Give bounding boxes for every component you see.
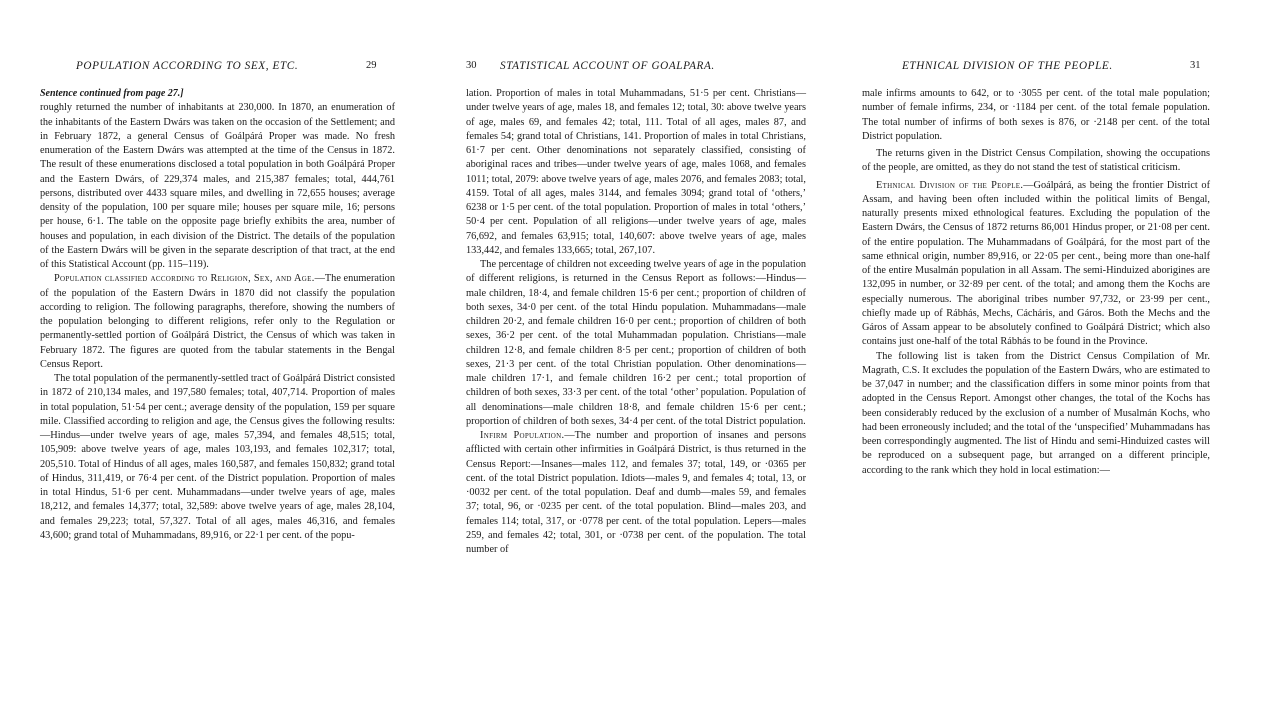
- page-30: [466, 0, 806, 719]
- page-header-title: POPULATION ACCORDING TO SEX, ETC.: [76, 60, 299, 72]
- paragraph: male infirms amounts to 642, or to ·3055 per cent. of the total male population; number of female infirms, 234, or ·1184 per cent. of the total female population. The total number of infirms of both sexes is 876, or ·2148 per cent. of the total District population.: [862, 88, 1210, 142]
- page-31: [862, 0, 1210, 719]
- running-header: [40, 60, 395, 76]
- page-body: [862, 87, 1210, 478]
- page-body: [466, 87, 806, 557]
- paragraph-text: —The number and proportion of insanes and persons afflicted with certain other infirmities in Goálpárá District, is thus returned in the Census Report:—Insanes—males 112, and females 37; total, 149, or ·0365 per cent. of the total District population. Idiots—males 9, and females 4; total, 13, or ·0032 per cent. of the total population. Deaf and dumb—males 59, and females 37; total, 96, or ·0235 per cent. of the total population. Blind—males 203, and females 114; total, 317, or ·0778 per cent. of the total population. Lepers—males 259, and females 42; total, 301, or ·0738 per cent. of the population. The total number of: [466, 430, 806, 555]
- paragraph: [40, 272, 395, 372]
- paragraph-text: —The enumeration of the population of the Eastern Dwárs in 1870 did not classify the population according to religion. The following paragraphs, therefore, showing the numbers of the population belonging to different religions, refer only to the Regulation or permanently-settled portion of Goálpárá District, the Census of which was taken in February 1872. The figures are quoted from the tabular statements in the Bengal Census Report.: [40, 273, 395, 370]
- running-header: [862, 60, 1210, 76]
- page-body: [40, 87, 395, 543]
- paragraph: roughly returned the number of inhabitants at 230,000. In 1870, an enumeration of the inhabitants of the Eastern Dwárs was taken on the occasion of the Settlement; and in February 1872, a general Census of Goálpárá Proper was made. No fresh enumeration of the Eastern Dwárs was attempted at the time of the Census in 1872. The result of these enumerations disclosed a total population in both Goálpárá Proper and the Eastern Dwárs, of 229,374 males, and 215,387 females; total, 444,761 persons, distributed over 4433 square miles, and dwelling in 72,655 houses; average density of the population, 100 per square mile; houses per square mile, 16; persons per house, 6·1. The table on the opposite page briefly exhibits the area, number of houses and population, in each division of the District. The details of the population of the Eastern Dwárs will be given in the separate description of that tract, at the end of this Statistical Account (pp. 115–119).: [40, 102, 395, 270]
- page-header-title: ETHNICAL DIVISION OF THE PEOPLE.: [902, 60, 1113, 72]
- paragraph: lation. Proportion of males in total Muhammadans, 51·5 per cent. Christians—under twelve years of age, males 18, and females 12; total, 30: above twelve years of age, males 69, and females 42; total, 111. Total of all ages, males 87, and females 54; grand total of Christians, 141. Proportion of males in total Christians, 61·7 per cent. Other denominations not separately classified, consisting of aboriginal races and tribes—under twelve years of age, males 1068, and females 1011; total, 2079: above twelve years of age, males 2076, and females 2083; total, 4159. Total of all ages, males 3144, and females 3094; grand total of ‘others,’ 6238 or 1·5 per cent. of the total population. Proportion of males in total ‘others,’ 50·4 per cent. Population of all religions—under twelve years of age, males 76,692, and females 63,915; total, 140,607: above twelve years of age, males 133,442, and females 133,665; total, 267,107.: [466, 88, 806, 256]
- paragraph: [862, 179, 1210, 350]
- continuation-note: Sentence continued from page 27.]: [40, 88, 184, 99]
- page-number: 31: [1190, 60, 1201, 71]
- paragraph: The following list is taken from the District Census Compilation of Mr. Magrath, C.S. It excludes the population of the Eastern Dwárs, who are estimated to be 37,047 in number; and the classification differs in some minor points from that adopted in the Census Report. Amongst other changes, the total of the Kochs has been considerably reduced by the exclusion of a number of Musalmán Kochs, who had been erroneously included; and the total of the ‘unspecified’ Muhammadans has been correspondingly augmented. The list of Hindu and semi-Hinduized castes will be reproduced on a subsequent page, but arranged on a different principle, according to the rank which they hold in local estimation:—: [862, 350, 1210, 476]
- page-header-title: STATISTICAL ACCOUNT OF GOALPARA.: [500, 60, 715, 72]
- paragraph: The percentage of children not exceeding twelve years of age in the population of different religions, is returned in the Census Report as follows:—Hindus—male children, 18·4, and female children 15·6 per cent.; proportion of children of both sexes, 34·0 per cent. of the total Hindu population. Muhammadans—male children 20·2, and female children 16·0 per cent.; proportion of children of both sexes, 36·2 per cent. of the total Muhammadan population. Christians—male children 12·8, and female children 8·5 per cent.; proportion of children of both sexes, 21·3 per cent. of the total Christian population. Other denominations—male children 17·1, and female children 16·2 per cent.; total proportion of children of both sexes, 33·3 per cent. of the total ‘other’ population. Population of all denominations—male children 18·8, and female children 15·6 per cent.; proportion of children of both sexes, 34·4 per cent. of the total District population.: [466, 259, 806, 427]
- page-number: 29: [366, 60, 377, 71]
- section-heading: Population classified according to Religion, Sex, and Age.: [54, 273, 315, 285]
- paragraph: The returns given in the District Census Compilation, showing the occupations of the people, are omitted, as they do not stand the test of statistical criticism.: [862, 148, 1210, 174]
- paragraph: The total population of the permanently-settled tract of Goálpárá District consisted in 1872 of 210,134 males, and 197,580 females; total, 407,714. Proportion of males in total population, 51·54 per cent.; average density of the population, 159 per square mile. Classified according to religion and age, the Census gives the following results:—Hindus—under twelve years of age, males 57,394, and females 48,515; total, 105,909: above twelve years of age, males 103,193, and females 102,317; total, 205,510. Total of Hindus of all ages, males 160,587, and females 150,832; grand total of Hindus, 311,419, or 76·4 per cent. of the District population. Proportion of males in total Hindus, 51·6 per cent. Muhammadans—under twelve years of age, males 18,212, and females 14,377; total, 32,589: above twelve years of age, males 28,104, and females 29,223; total, 57,327. Total of all ages, males 46,316, and females 43,600; grand total of Muhammadans, 89,916, or 22·1 per cent. of the popu-: [40, 373, 395, 541]
- section-heading: Infirm Population.: [480, 430, 565, 441]
- page-29: [40, 0, 395, 719]
- section-heading: Ethnical Division of the People.: [876, 179, 1024, 191]
- page-number: 30: [466, 60, 477, 71]
- paragraph-text: —Goálpárá, as being the frontier District of Assam, and having been often included within the political limits of Bengal, naturally presents mixed ethnological features. Excluding the population of the Eastern Dwárs, the Census of 1872 returns 86,001 Hindus proper, or 21·08 per cent. of the entire population. The Muhammadans of Goálpárá, for the most part of the same ethnical origin, number 89,916, or 22·05 per cent., being more than one-half of the entire Musalmán population in all Assam. The semi-Hinduized aborigines are 132,095 in number, or 32·89 per cent. of the total; and among them the Kochs are especially numerous. The aboriginal tribes number 97,732, or 23·99 per cent., chiefly made up of Rábhás, Mechs, Cácháris, and Gáros. Both the Mechs and the Gáros of Assam appear to be absolutely confined to Goálpárá District; which also contains just one-half of the total Rábhás to be found in the Province.: [862, 179, 1210, 348]
- running-header: [466, 60, 806, 76]
- paragraph: [466, 429, 806, 557]
